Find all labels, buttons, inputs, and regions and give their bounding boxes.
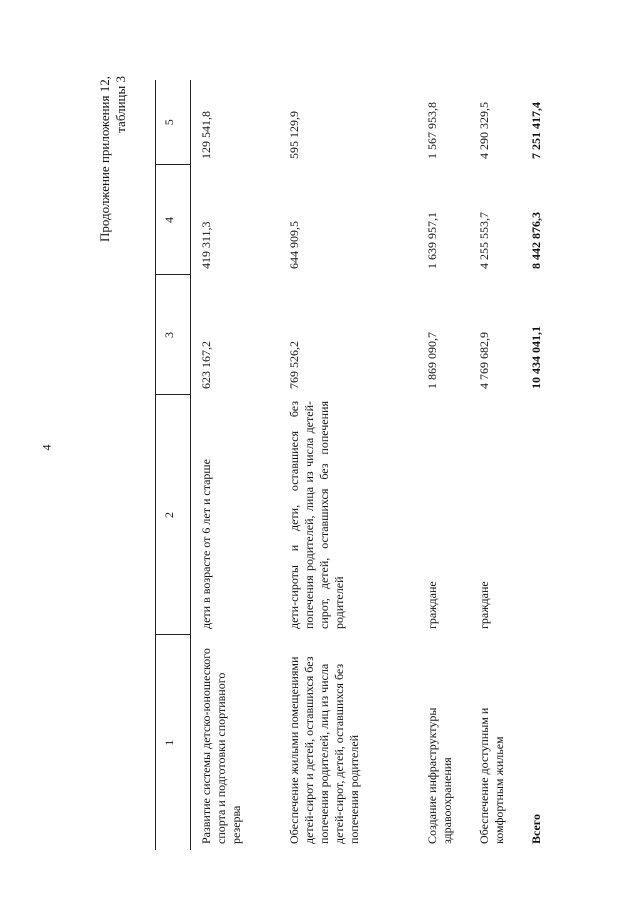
row-value-4: 4 255 553,7 (476, 212, 491, 269)
total-empty (521, 395, 548, 635)
row-value-3: 769 526,2 (286, 341, 301, 389)
row-value-3: 1 869 090,7 (424, 332, 439, 389)
row-name: Обеспечение жилыми помещениями детей-сирот и детей, оставшихся без попечения родителей, лиц из числа детей-сирот, детей, оставшихся без попечения родителей (286, 656, 361, 844)
table-row (191, 80, 279, 850)
row-category: граждане (424, 581, 439, 629)
row-value-4: 419 311,3 (199, 221, 213, 269)
table-row (469, 80, 521, 850)
header-col-4: 4 (156, 165, 191, 275)
row-value-5: 129 541,8 (199, 111, 213, 159)
caption-line-1: Продолжение приложения 12, (97, 76, 112, 243)
total-value-5: 7 251 417,4 (528, 102, 543, 159)
total-row (521, 80, 548, 850)
row-value-5: 1 567 953,8 (424, 102, 439, 159)
header-col-3: 3 (156, 275, 191, 395)
header-col-1: 1 (156, 635, 191, 850)
row-category: граждане (476, 581, 491, 629)
data-table (155, 80, 548, 850)
caption-line-2: таблицы 3 (113, 76, 128, 133)
row-name: Развитие системы детско-юношеского спорта и подготовки спортивного резерва (199, 648, 243, 844)
table-caption (97, 76, 129, 242)
page-number: 4 (39, 444, 54, 451)
row-category: дети в возрасте от 6 лет и старше (199, 459, 213, 629)
header-row (156, 80, 191, 850)
table-row (417, 80, 469, 850)
row-category: дети-сироты и дети, оставшиеся без попечения родителей, лица из числа детей-сирот, детей, оставшихся без попечения родителей (286, 401, 346, 629)
row-name: Обеспечение доступным и комфортным жильем (476, 707, 506, 844)
row-value-4: 644 909,5 (286, 221, 301, 269)
table-row (279, 80, 417, 850)
header-col-2: 2 (156, 395, 191, 635)
row-value-3: 4 769 682,9 (476, 332, 491, 389)
row-value-5: 595 129,9 (286, 111, 301, 159)
rotated-table-page (65, 40, 640, 880)
row-value-4: 1 639 957,1 (424, 212, 439, 269)
row-value-5: 4 290 329,5 (476, 102, 491, 159)
total-label: Всего (528, 814, 543, 844)
total-value-3: 10 434 041,1 (528, 326, 543, 389)
total-value-4: 8 442 876,3 (528, 212, 543, 269)
header-col-5: 5 (156, 80, 191, 165)
row-name: Создание инфраструктуры здравоохранения (424, 707, 454, 844)
row-value-3: 623 167,2 (199, 341, 213, 389)
